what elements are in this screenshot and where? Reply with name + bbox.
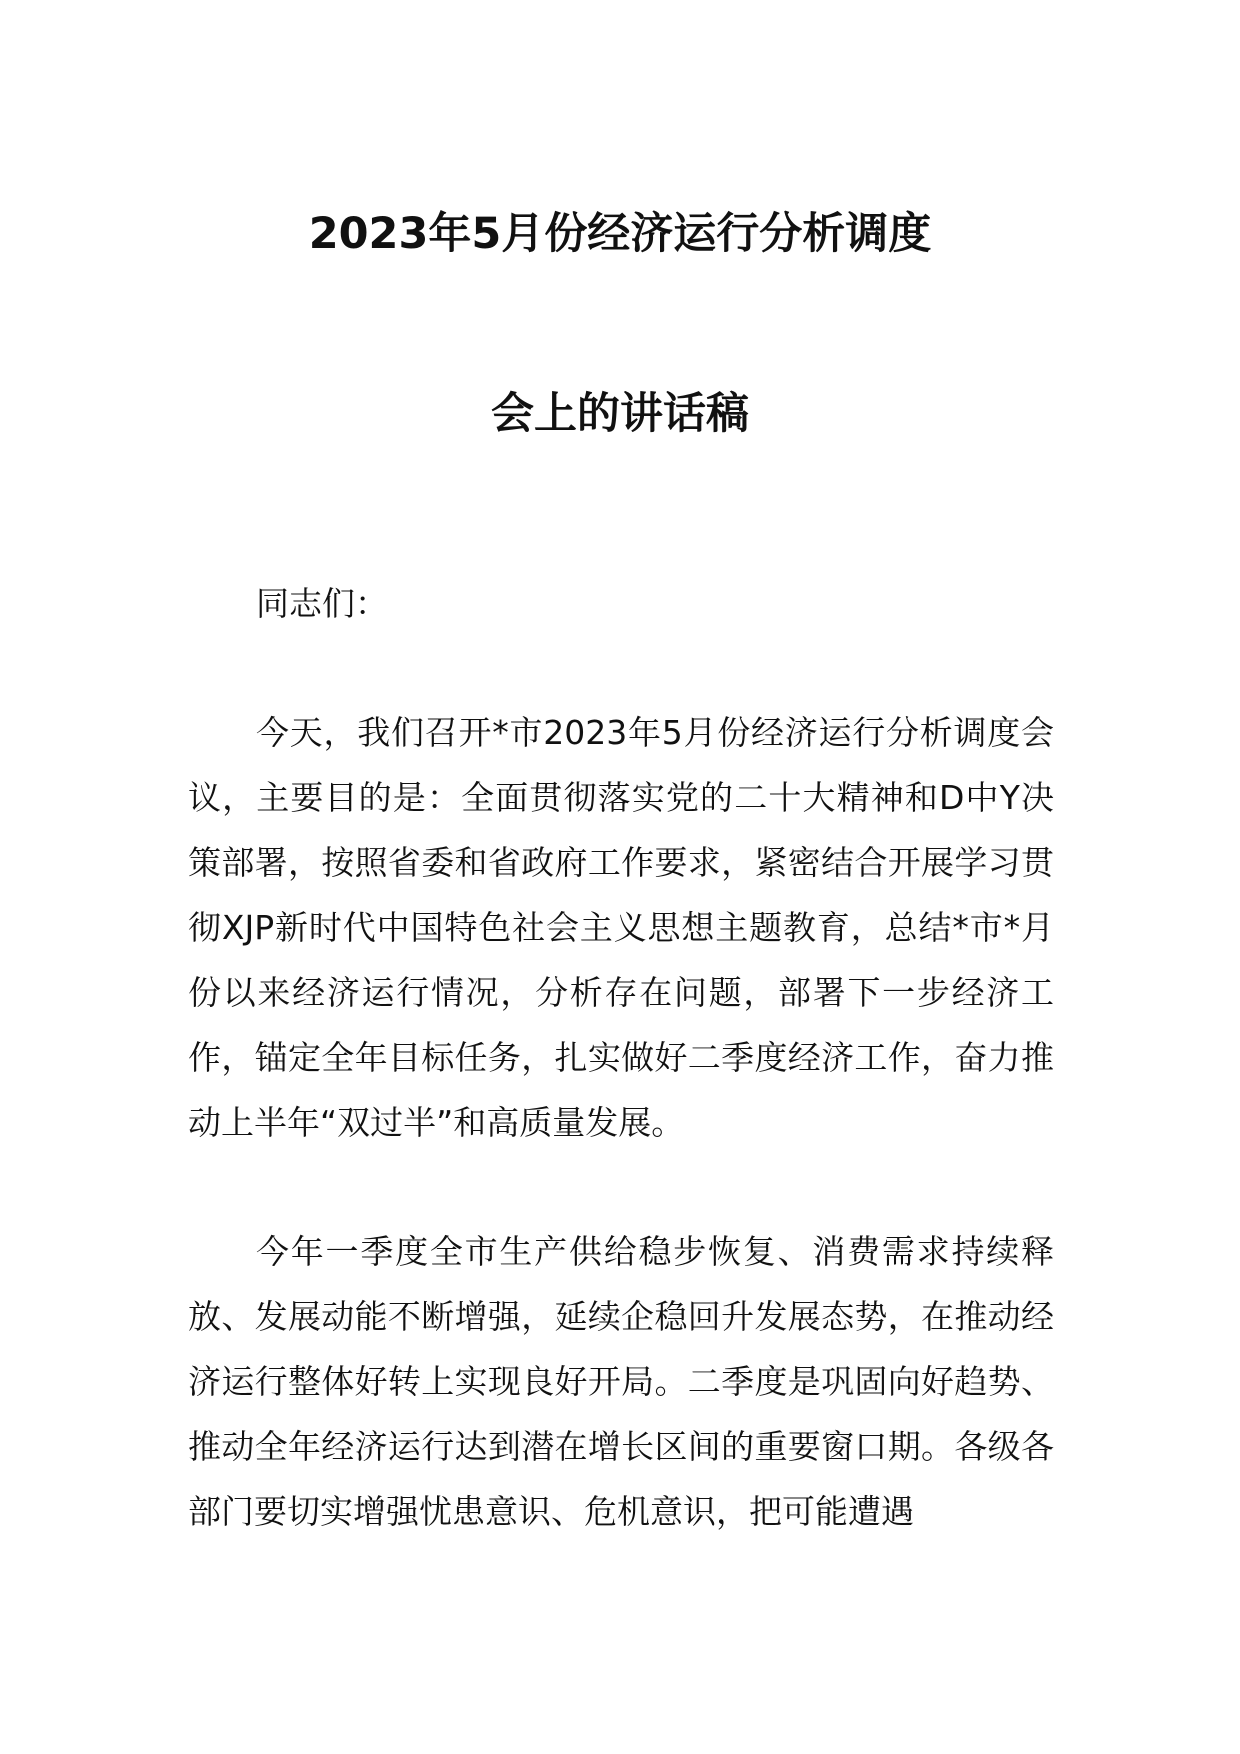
salutation: 同志们：: [256, 584, 388, 623]
document-title-line-2: 会上的讲话稿: [491, 389, 749, 439]
body-paragraph-1: 今天，我们召开*市2023年5月份经济运行分析调度会议，主要目的是：全面贯彻落实党的二十大精神和D中Y决策部署，按照省委和省政府工作要求，紧密结合开展学习贯彻XJP新时代中国特色社会主义思想主题教育，总结*市*月份以来经济运行情况，分析存在问题，部署下一步经济工作，锚定全年目标任务，扎实做好二季度经济工作，奋力推动上半年“双过半”和高质量发展。: [188, 713, 1054, 1142]
body-paragraph-2: 今年一季度全市生产供给稳步恢复、消费需求持续释放、发展动能不断增强，延续企稳回升发展态势，在推动经济运行整体好转上实现良好开局。二季度是巩固向好趋势、推动全年经济运行达到潜在增长区间的重要窗口期。各级各部门要切实增强忧患意识、危机意识，把可能遭遇: [188, 1232, 1054, 1531]
document-title-line-1: 2023年5月份经济运行分析调度: [308, 209, 932, 259]
